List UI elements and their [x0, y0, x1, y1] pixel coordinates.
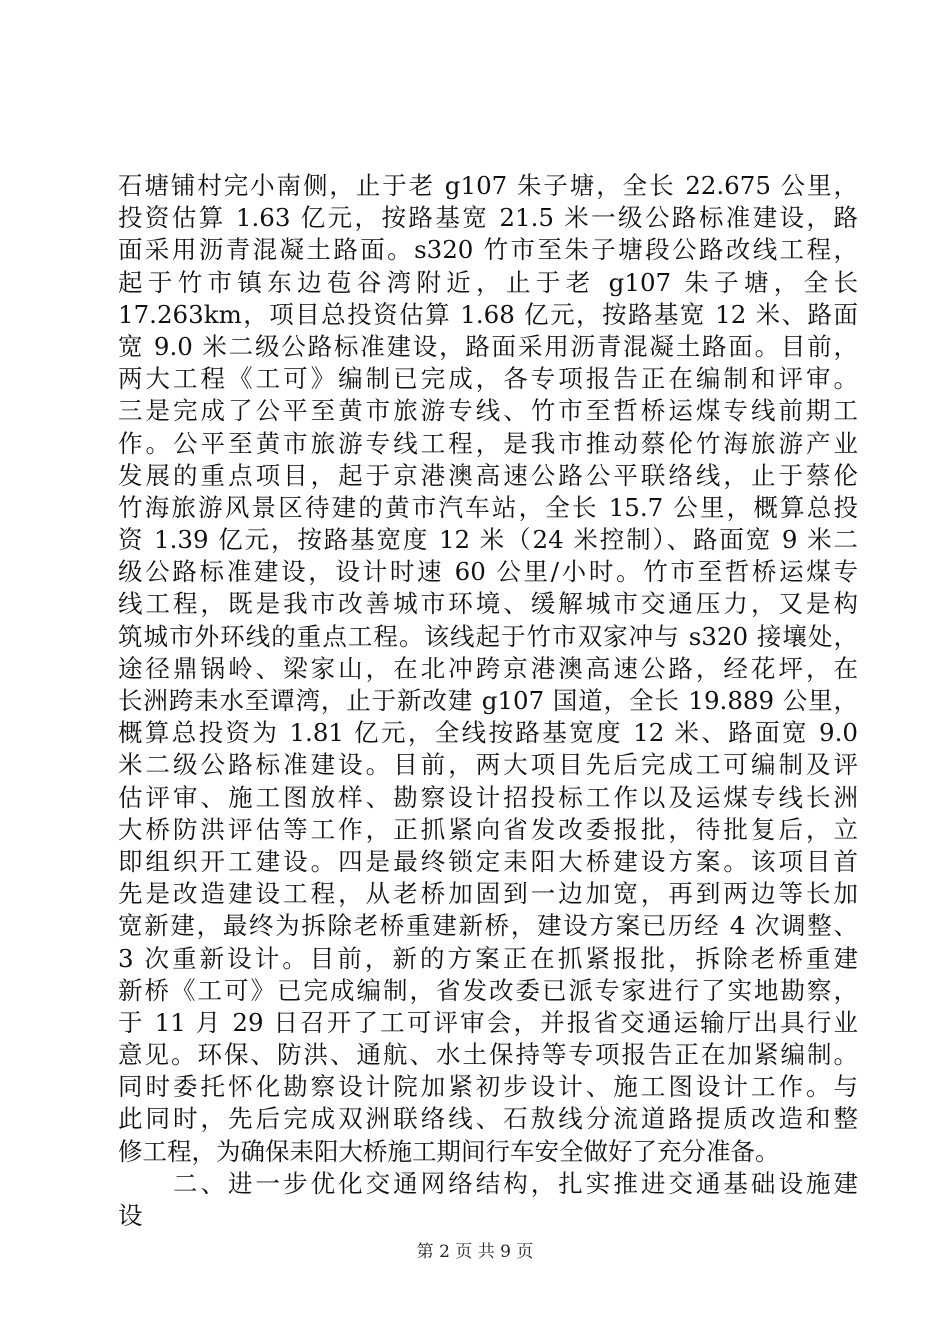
page-footer: 第 2 页 共 9 页	[416, 1242, 534, 1262]
text-line: 宽新建，最终为拆除老桥重建新桥，建设方案已历经 4 次调整、	[118, 911, 858, 941]
text-line: 即组织开工建设。四是最终锁定耒阳大桥建设方案。该项目首	[118, 846, 858, 876]
text-line: 发展的重点项目，起于京港澳高速公路公平联络线，止于蔡伦	[118, 460, 858, 490]
text-line: 此同时，先后完成双洲联络线、石敖线分流道路提质改造和整	[118, 1104, 858, 1134]
text-line: 竹海旅游风景区待建的黄市汽车站，全长 15.7 公里，概算总投	[118, 492, 858, 522]
text-line: 大桥防洪评估等工作，正抓紧向省发改委报批，待批复后，立	[118, 814, 858, 844]
text-line: 作。公平至黄市旅游专线工程，是我市推动蔡伦竹海旅游产业	[118, 428, 858, 458]
text-line: 两大工程《工可》编制已完成，各专项报告正在编制和评审。	[118, 364, 858, 394]
text-line: 资 1.39 亿元，按路基宽度 12 米（24 米控制）、路面宽 9 米二	[118, 525, 858, 555]
text-line: 于 11 月 29 日召开了工可评审会，并报省交通运输厅出具行业	[118, 1007, 858, 1037]
text-line: 途径鼎锅岭、梁家山，在北冲跨京港澳高速公路，经花坪，在	[118, 653, 858, 683]
text-line: 意见。环保、防洪、通航、水土保持等专项报告正在加紧编制。	[118, 1040, 858, 1070]
text-line: 3 次重新设计。目前，新的方案正在抓紧报批，拆除老桥重建	[118, 943, 858, 973]
text-line: 同时委托怀化勘察设计院加紧初步设计、施工图设计工作。与	[118, 1072, 858, 1102]
text-line: 新桥《工可》已完成编制，省发改委已派专家进行了实地勘察，	[118, 975, 858, 1005]
text-line: 宽 9.0 米二级公路标准建设，路面采用沥青混凝土路面。目前，	[118, 331, 858, 361]
text-line: 筑城市外环线的重点工程。该线起于竹市双家冲与 s320 接壤处，	[118, 621, 858, 651]
text-line: 起于竹市镇东边苞谷湾附近，止于老 g107 朱子塘，全长	[118, 267, 858, 297]
text-line: 投资估算 1.63 亿元，按路基宽 21.5 米一级公路标准建设，路	[118, 203, 858, 233]
text-line: 面采用沥青混凝土路面。s320 竹市至朱子塘段公路改线工程，	[118, 235, 858, 265]
text-line: 级公路标准建设，设计时速 60 公里/小时。竹市至哲桥运煤专	[118, 557, 858, 587]
text-line: 概算总投资为 1.81 亿元，全线按路基宽度 12 米、路面宽 9.0	[118, 718, 858, 748]
text-line: 估评审、施工图放样、勘察设计招投标工作以及运煤专线长洲	[118, 782, 858, 812]
text-line: 设	[118, 1201, 143, 1230]
text-line: 石塘铺村完小南侧，止于老 g107 朱子塘，全长 22.675 公里，	[118, 171, 858, 200]
text-line: 长洲跨耒水至谭湾，止于新改建 g107 国道，全长 19.889 公里，	[118, 686, 858, 715]
text-line: 先是改造建设工程，从老桥加固到一边加宽，再到两边等长加	[118, 879, 858, 909]
document-body	[118, 170, 858, 1232]
text-line: 三是完成了公平至黄市旅游专线、竹市至哲桥运煤专线前期工	[118, 396, 858, 426]
text-line: 线工程，既是我市改善城市环境、缓解城市交通压力，又是构	[118, 589, 858, 619]
text-line: 17.263km，项目总投资估算 1.68 亿元，按路基宽 12 米、路面	[118, 299, 858, 329]
section-heading: 二、进一步优化交通网络结构，扎实推进交通基础设施建	[173, 1168, 858, 1198]
text-line: 修工程，为确保耒阳大桥施工期间行车安全做好了充分准备。	[118, 1136, 780, 1166]
text-line: 米二级公路标准建设。目前，两大项目先后完成工可编制及评	[118, 750, 858, 780]
